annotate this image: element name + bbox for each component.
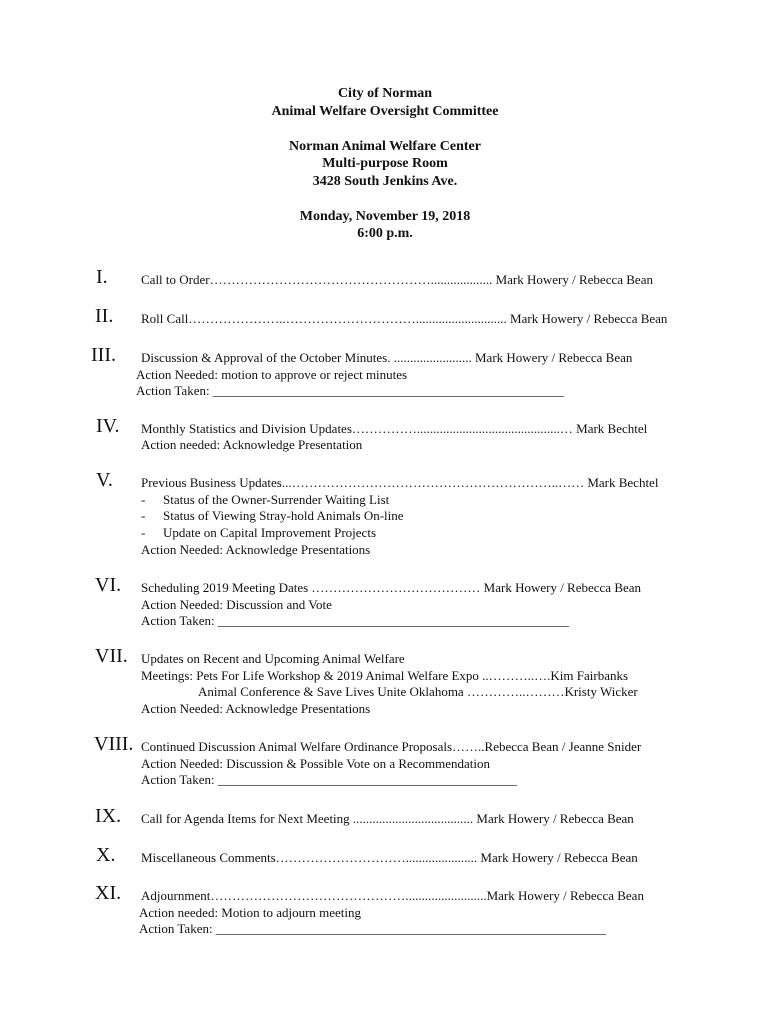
item-numeral: VI. (95, 574, 122, 596)
action-needed: Action needed: Motion to adjourn meeting (139, 904, 362, 920)
item-title: Adjournment……………………………………….........................Mark Howery / Rebecca Bean (141, 888, 644, 903)
item-title: Miscellaneous Comments…………………………...................... Mark Howery / Rebecca Bean (141, 850, 638, 865)
action-taken: Action Taken: ______________________________________________________ (136, 383, 564, 398)
subitem-text: Status of Viewing Stray-hold Animals On-line (163, 508, 404, 524)
committee-title: Animal Welfare Oversight Committee (271, 103, 499, 119)
venue-name: Norman Animal Welfare Center (289, 138, 481, 154)
dash-marker: - (141, 508, 146, 524)
item-numeral: I. (96, 266, 108, 288)
action-needed: Action Needed: motion to approve or reject minutes (136, 366, 408, 382)
item-numeral: VIII. (94, 733, 134, 755)
item-title: Continued Discussion Animal Welfare Ordinance Proposals……..Rebecca Bean / Jeanne Snider (141, 739, 642, 754)
item-title: Call to Order……………………………………………................... Mark Howery / Rebecca Bean (141, 272, 653, 287)
action-taken: Action Taken: ______________________________________________ (141, 772, 517, 787)
subitem (141, 508, 404, 525)
item-title: Updates on Recent and Upcoming Animal Welfare (141, 651, 405, 666)
item-numeral: X. (96, 844, 116, 866)
subitem-text: Status of the Owner-Surrender Waiting List (163, 491, 390, 507)
item-numeral: IX. (95, 805, 122, 827)
room-name: Multi-purpose Room (322, 156, 448, 171)
item-numeral: XI. (95, 882, 122, 904)
action-taken: Action Taken: ____________________________________________________________ (139, 921, 606, 936)
meeting-date: Monday, November 19, 2018 (299, 208, 471, 224)
dash-marker: - (141, 524, 146, 540)
item-title: Discussion & Approval of the October Minutes. ........................ Mark Howery / Rebecca Bean (141, 350, 633, 365)
item-title: Call for Agenda Items for Next Meeting ..................................... Mark Howery / Rebecca Bean (141, 811, 634, 826)
subitem (141, 525, 376, 542)
city-title: City of Norman (337, 86, 433, 101)
action-taken: Action Taken: ______________________________________________________ (141, 613, 569, 628)
item-subline: Meetings: Pets For Life Workshop & 2019 Animal Welfare Expo ..………..….Kim Fairbanks (141, 667, 629, 683)
action-needed: Action Needed: Acknowledge Presentations (141, 541, 371, 557)
subitem-text: Update on Capital Improvement Projects (163, 524, 377, 540)
item-numeral: II. (95, 305, 114, 327)
agenda-header (0, 85, 770, 243)
item-numeral: V. (96, 469, 113, 491)
item-title: Roll Call…………………..…………………………............................ Mark Howery / Rebecca Bean (141, 311, 668, 326)
dash-marker: - (141, 491, 146, 507)
item-numeral: III. (91, 344, 116, 366)
action-needed: Action Needed: Discussion & Possible Vote on a Recommendation (141, 755, 491, 771)
action-needed: Action Needed: Discussion and Vote (141, 596, 332, 612)
item-subline: Animal Conference & Save Lives Unite Oklahoma …………..………Kristy Wicker (198, 684, 638, 699)
item-numeral: VII. (95, 645, 128, 667)
action-needed: Action Needed: Acknowledge Presentations (141, 700, 371, 716)
meeting-time: 6:00 p.m. (357, 226, 413, 241)
action-needed: Action needed: Acknowledge Presentation (141, 437, 363, 452)
item-title: Previous Business Updates...……………………………………………………..…… Mark Bechtel (141, 475, 659, 490)
subitem (141, 492, 389, 509)
item-title: Scheduling 2019 Meeting Dates ………………………………… Mark Howery / Rebecca Bean (141, 580, 642, 595)
item-title: Monthly Statistics and Division Updates……………............................................… Mark Bechtel (141, 421, 648, 436)
venue-address: 3428 South Jenkins Ave. (312, 173, 458, 189)
item-numeral: IV. (96, 415, 120, 437)
